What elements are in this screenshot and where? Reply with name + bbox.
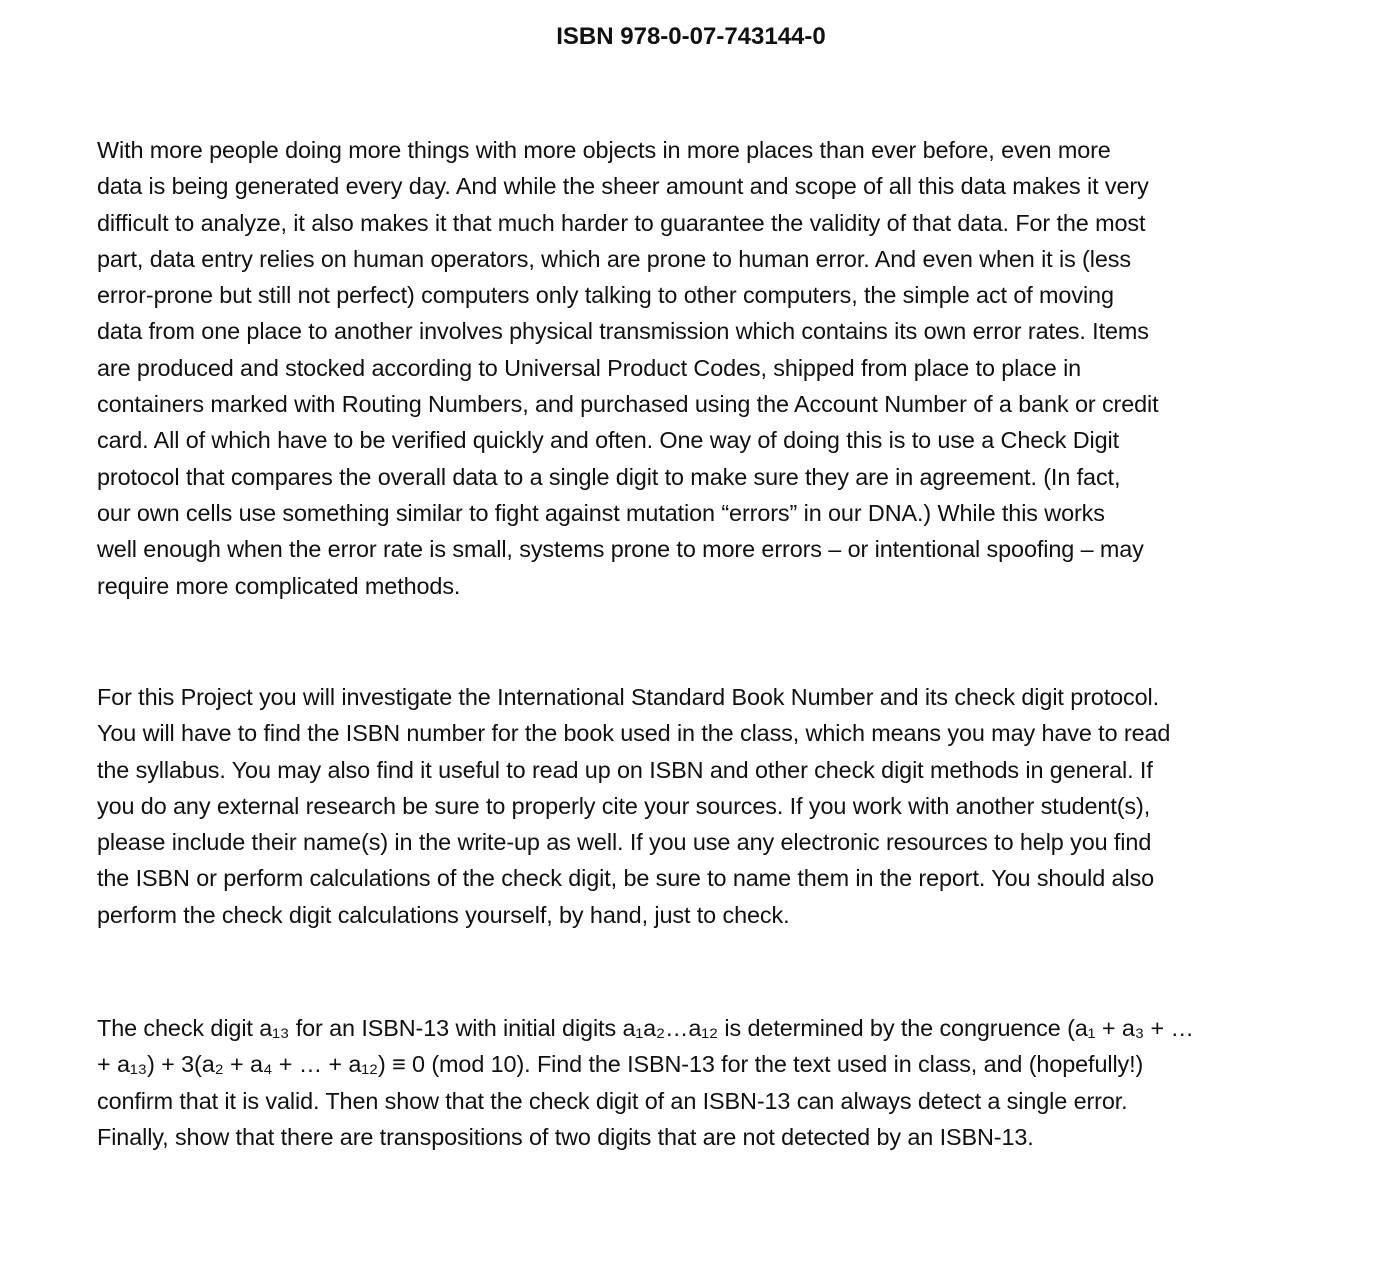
paragraph-line: For this Project you will investigate the International Standard Book Number and its check digit protocol. bbox=[97, 684, 1160, 710]
paragraph-line: the ISBN or perform calculations of the check digit, be sure to name them in the report. You should also bbox=[97, 865, 1155, 892]
paragraph-line: protocol that compares the overall data to a single digit to make sure they are in agreement. (In fact, bbox=[97, 463, 1121, 490]
paragraph-line: difficult to analyze, it also makes it that much harder to guarantee the validity of that data. For the most bbox=[97, 209, 1146, 236]
paragraph-project bbox=[97, 679, 1297, 933]
document-title: ISBN 978-0-07-743144-0 bbox=[556, 23, 826, 50]
paragraph-line: data is being generated every day. And while the sheer amount and scope of all this data makes it very bbox=[97, 173, 1149, 200]
paragraph-line: containers marked with Routing Numbers, and purchased using the Account Number of a bank or credit bbox=[97, 391, 1159, 418]
paragraph-line: error-prone but still not perfect) computers only talking to other computers, the simple act of moving bbox=[97, 282, 1114, 309]
paragraph-line: With more people doing more things with more objects in more places than ever before, even more bbox=[97, 137, 1111, 163]
paragraph-line: The check digit a₁₃ for an ISBN-13 with initial digits a₁a₂…a₁₂ is determined by the congruence (a₁ + a₃ + … bbox=[97, 1015, 1194, 1041]
paragraph-line: card. All of which have to be verified quickly and often. One way of doing this is to use a Check Digit bbox=[97, 427, 1120, 454]
paragraph-line: You will have to find the ISBN number for the book used in the class, which means you may have to read bbox=[97, 720, 1171, 747]
paragraph-line: confirm that it is valid. Then show that the check digit of an ISBN-13 can always detect a single error. bbox=[97, 1087, 1128, 1114]
paragraph-line: are produced and stocked according to Universal Product Codes, shipped from place to place in bbox=[97, 354, 1082, 381]
paragraph-line: part, data entry relies on human operators, which are prone to human error. And even when it is (less bbox=[97, 245, 1131, 272]
paragraph-check-digit bbox=[97, 1010, 1297, 1155]
paragraph-line: please include their name(s) in the write-up as well. If you use any electronic resources to help you find bbox=[97, 829, 1152, 856]
paragraph-line: you do any external research be sure to properly cite your sources. If you work with another student(s), bbox=[97, 792, 1151, 819]
paragraph-line: Finally, show that there are transpositions of two digits that are not detected by an ISBN-13. bbox=[97, 1123, 1034, 1150]
paragraph-line: require more complicated methods. bbox=[97, 572, 461, 599]
paragraph-line: well enough when the error rate is small, systems prone to more errors – or intentional spoofing – may bbox=[97, 536, 1144, 563]
paragraph-line: our own cells use something similar to fight against mutation “errors” in our DNA.) While this works bbox=[97, 499, 1105, 526]
paragraph-line: the syllabus. You may also find it useful to read up on ISBN and other check digit methods in general. If bbox=[97, 756, 1153, 783]
paragraph-intro bbox=[97, 132, 1297, 604]
paragraph-line: + a₁₃) + 3(a₂ + a₄ + … + a₁₂) ≡ 0 (mod 10). Find the ISBN-13 for the text used in class, and (hopefully!) bbox=[97, 1051, 1144, 1078]
paragraph-line: data from one place to another involves physical transmission which contains its own error rates. Items bbox=[97, 318, 1149, 345]
paragraph-line: perform the check digit calculations yourself, by hand, just to check. bbox=[97, 901, 790, 928]
